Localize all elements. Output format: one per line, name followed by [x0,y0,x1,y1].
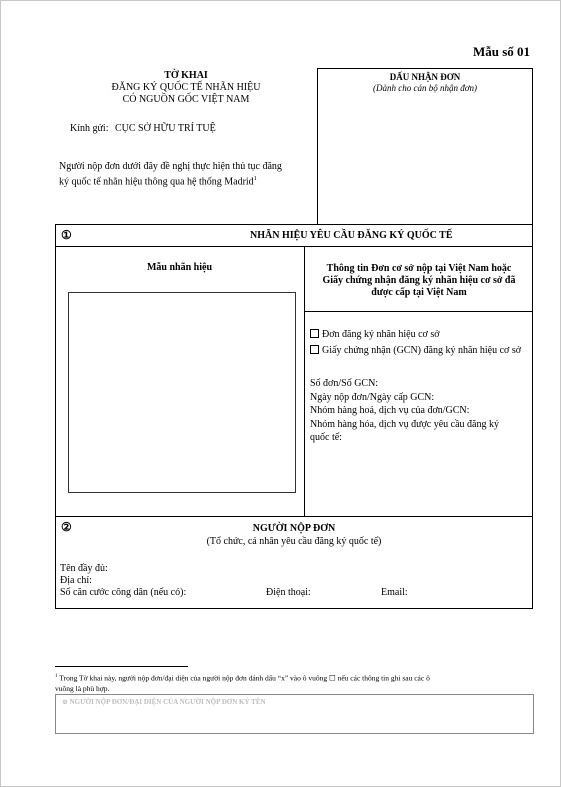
section-2-number: ② [61,520,72,534]
intro-line-1: Người nộp đơn dưới đây đề nghị thực hiện thủ tục đăng [59,161,282,172]
footnote [55,672,535,694]
field-phone[interactable]: Điện thoại: [266,587,311,598]
form-subtitle-2: CÓ NGUỒN GỐC VIỆT NAM [122,94,250,105]
option-basic-application-label: Đơn đăng ký nhãn hiệu cơ sở [322,329,440,340]
checkbox[interactable] [310,329,319,338]
checkbox[interactable] [310,345,319,354]
section-1-title: NHÃN HIỆU YÊU CẦU ĐĂNG KÝ QUỐC TẾ [250,230,453,241]
footnote-line-2: vuông là phù hợp. [55,683,110,693]
field-requested-classes[interactable]: Nhóm hàng hóa, dịch vụ được yêu cầu đăng ký [310,418,499,430]
option-basic-application[interactable] [310,329,532,341]
info-divider [304,311,533,312]
info-title [305,263,533,299]
field-id-number[interactable]: Số căn cước công dân (nếu có): [60,587,187,598]
stamp-note: (Dành cho cán bộ nhận đơn) [372,83,478,93]
section-1-divider [55,246,533,247]
footnote-line-1: Trong Tờ khai này, người nộp đơn/đại diện của người nộp đơn đánh dấu “x” vào ô vuông ☐ nếu các thông tin ghi sau các ô [59,673,430,683]
basic-options [310,329,532,357]
form-title: TỜ KHAI [164,70,208,81]
form-header [55,70,317,106]
recipient-line [70,123,216,135]
basic-fields [310,377,530,445]
intro-line-2: ký quốc tế nhãn hiệu thông qua hệ thống Madrid [59,176,254,188]
field-requested-classes-cont: quốc tế: [310,432,342,443]
option-basic-certificate[interactable] [310,345,532,357]
section-2-title: NGƯỜI NỘP ĐƠN [252,523,336,534]
stamp-title: DẤU NHẬN ĐƠN [389,72,461,82]
info-title-1: Thông tin Đơn cơ sở nộp tại Việt Nam hoặc [326,263,512,274]
info-title-2: Giấy chứng nhận đăng ký nhãn hiệu cơ sở đã [322,275,516,286]
field-filing-date[interactable]: Ngày nộp đơn/Ngày cấp GCN: [310,391,435,403]
signature-label: ⊘ NGƯỜI NỘP ĐƠN/ĐẠI DIỆN CỦA NGƯỜI NỘP ĐƠN KÝ TÊN [62,698,266,706]
footnote-ref: 1 [253,176,257,182]
field-address[interactable]: Địa chỉ: [60,575,92,586]
field-application-number[interactable]: Số đơn/Số GCN: [310,378,379,389]
recipient-label: Kính gửi: [70,123,109,134]
form-number: Mẫu số 01 [472,44,530,59]
mark-image-box[interactable] [68,292,296,493]
field-full-name[interactable]: Tên đầy đủ: [60,563,108,574]
footnote-separator [55,666,188,667]
section-1-number: ① [61,228,72,242]
form-subtitle-1: ĐĂNG KÝ QUỐC TẾ NHÃN HIỆU [111,82,261,93]
field-email[interactable]: Email: [381,587,408,598]
stamp-box [317,68,533,225]
signature-box [55,694,534,734]
field-classes[interactable]: Nhóm hàng hoá, dịch vụ của đơn/GCN: [310,405,470,416]
intro-text [59,161,317,188]
mark-label: Mẫu nhãn hiệu [146,262,213,273]
section-2-subtitle: (Tổ chức, cá nhân yêu cầu đăng ký quốc tế) [206,536,382,547]
footnote-number: 1 [55,674,58,679]
recipient-name: CỤC SỞ HỮU TRÍ TUỆ [114,123,216,134]
info-title-3: được cấp tại Việt Nam [371,287,467,298]
option-basic-certificate-label: Giấy chứng nhận (GCN) đăng ký nhãn hiệu cơ sở [322,345,522,356]
